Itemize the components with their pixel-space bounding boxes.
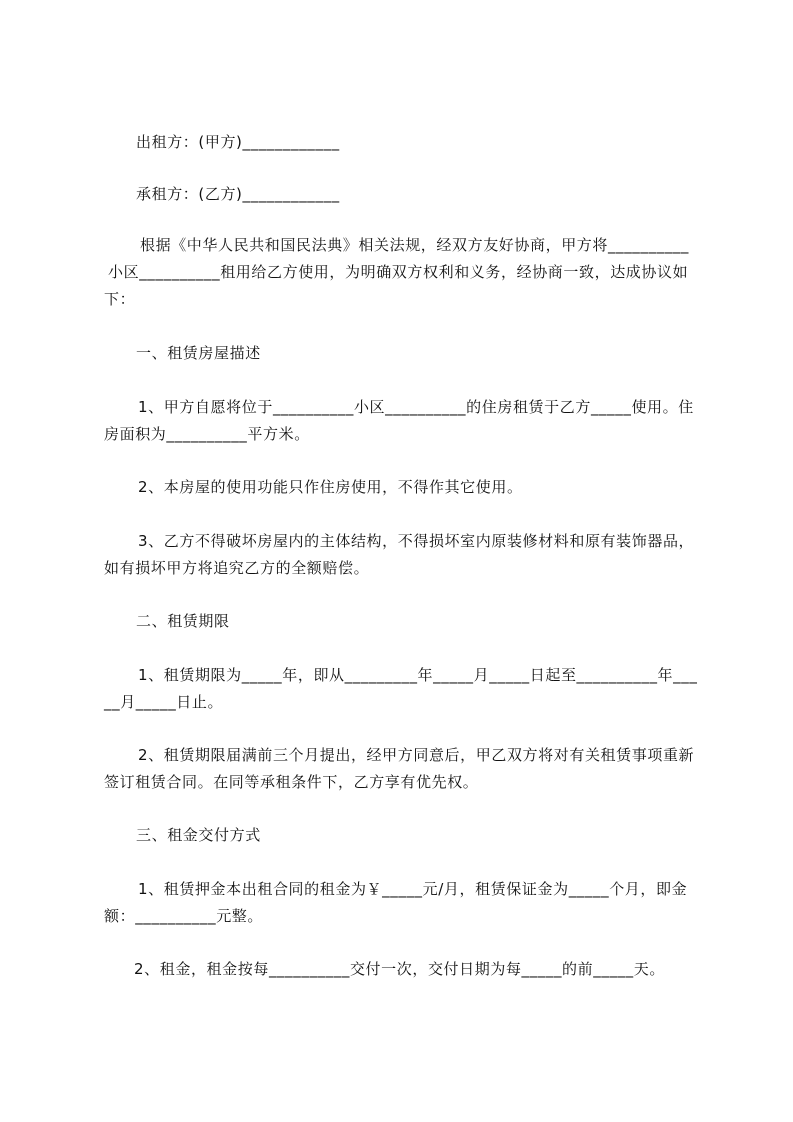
lessor-line: 出租方：(甲方)____________	[136, 133, 340, 151]
s1-item3-line-2: 如有损坏甲方将追究乙方的全额赔偿。	[104, 559, 370, 577]
s2-item1-line-2: __月_____日止。	[104, 693, 224, 711]
s1-item2: 2、本房屋的使用功能只作住房使用，不得作其它使用。	[138, 478, 523, 496]
s2-item1-line-1: 1、租赁期限为_____年，即从_________年_____月_____日起至__________年___	[138, 666, 698, 684]
intro-line-3: 下：	[104, 290, 136, 308]
s3-item1-line-2: 额：__________元整。	[104, 907, 264, 925]
s3-item2: 2、租金，租金按每__________交付一次，交付日期为每_____的前_____天。	[134, 960, 665, 978]
s1-item1-line-1: 1、甲方自愿将位于__________小区__________的住房租赁于乙方_____使用。住	[138, 398, 694, 416]
s2-item2-line-1: 2、租赁期限届满前三个月提出，经甲方同意后，甲乙双方将对有关租赁事项重新	[138, 746, 695, 764]
section-2-title: 二、租赁期限	[136, 612, 230, 630]
intro-line-1: 根据《中华人民共和国民法典》相关法规，经双方友好协商，甲方将__________	[140, 236, 690, 254]
s1-item1-line-2: 房面积为__________平方米。	[104, 425, 310, 443]
lessee-line: 承租方：(乙方)____________	[136, 185, 340, 203]
section-1-title: 一、租赁房屋描述	[136, 344, 261, 362]
s2-item2-line-2: 签订租赁合同。在同等承租条件下，乙方享有优先权。	[104, 773, 479, 791]
intro-line-2: 小区__________租用给乙方使用，为明确双方权利和义务，经协商一致，达成协议如	[108, 263, 689, 281]
s1-item3-line-1: 3、乙方不得破坏房屋内的主体结构，不得损坏室内原装修材料和原有装饰器品，	[138, 532, 695, 550]
s3-item1-line-1: 1、租赁押金本出租合同的租金为￥_____元/月，租赁保证金为_____个月，即金	[138, 880, 688, 898]
section-3-title: 三、租金交付方式	[136, 826, 261, 844]
